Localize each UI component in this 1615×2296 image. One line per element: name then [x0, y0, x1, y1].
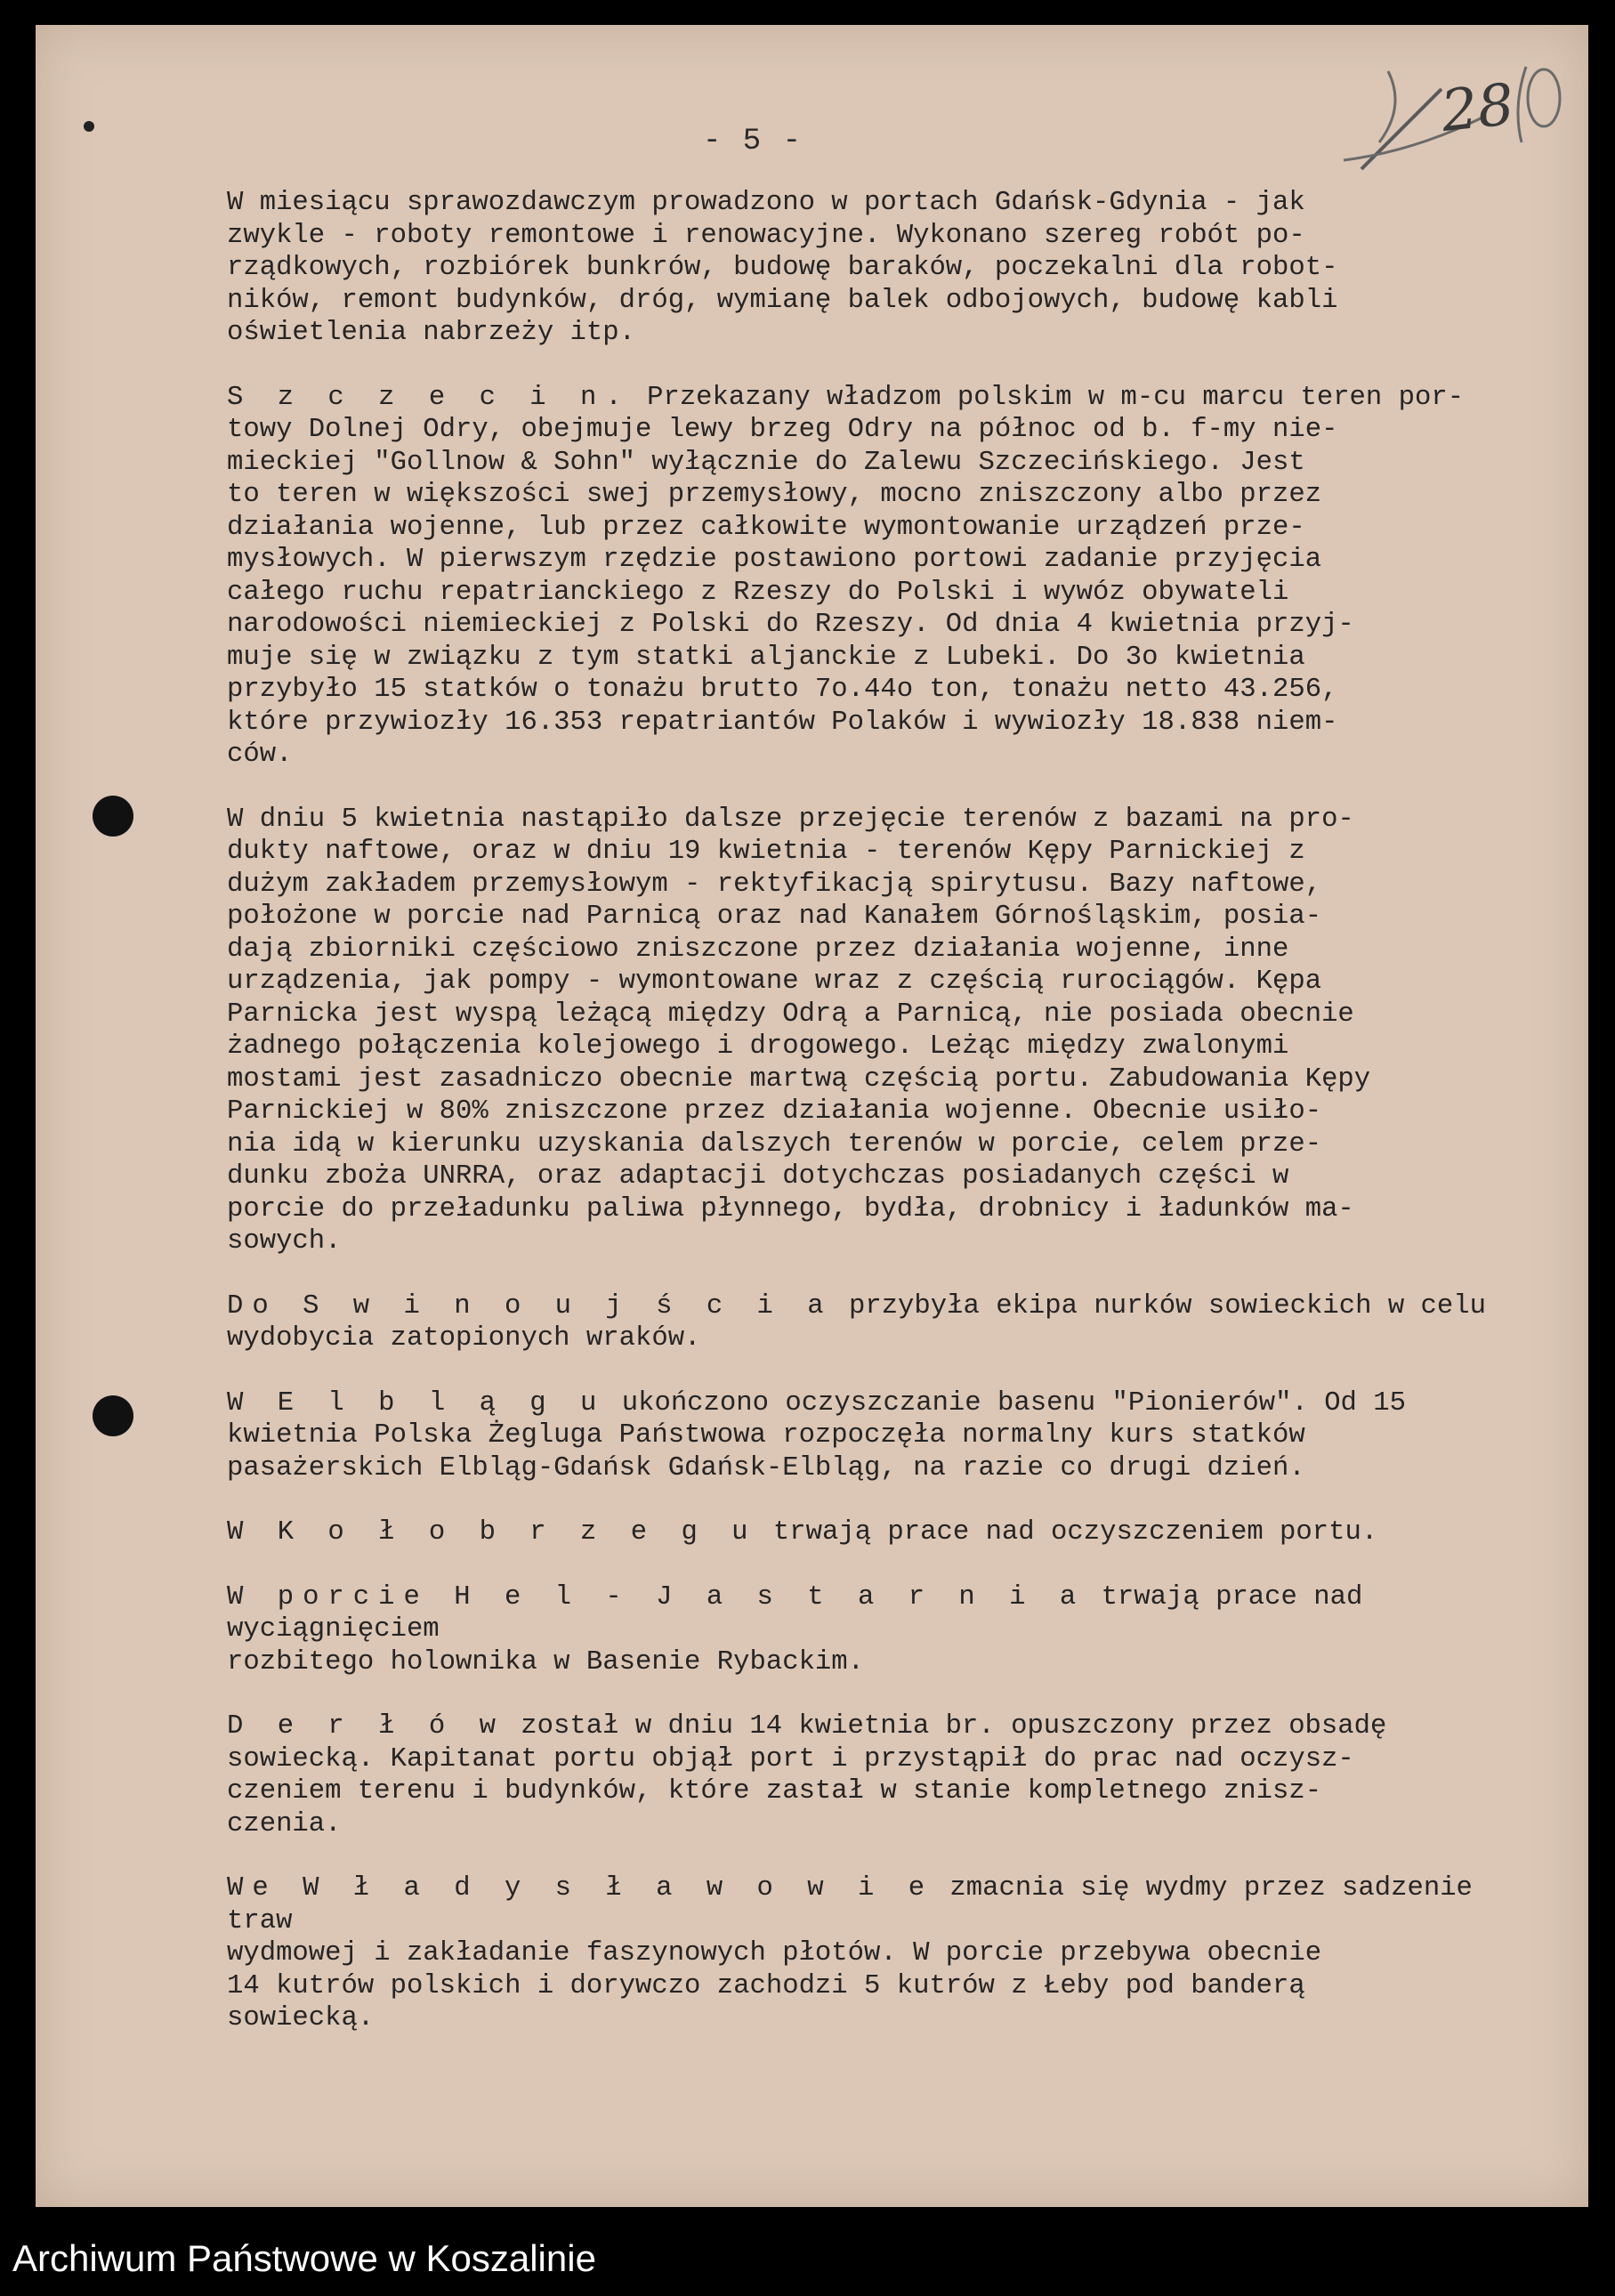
- paragraph: [227, 187, 1490, 350]
- paragraph-line: nia idą w kierunku uzyskania dalszych terenów w porcie, celem prze-: [227, 1128, 1322, 1160]
- paragraph-line: całego ruchu repatrianckiego z Rzeszy do Polski i wywóz obywateli: [227, 577, 1289, 608]
- paragraph-line: mysłowych. W pierwszym rzędzie postawiono portowi zadanie przyjęcia: [227, 545, 1322, 575]
- archive-mark: 28: [1438, 71, 1518, 146]
- paragraph: [227, 382, 1490, 772]
- paragraph-line: zmacnia się wydmy przez sadzenie traw: [227, 1873, 1490, 1936]
- paragraph-lead: W E l b l ą g u: [227, 1387, 606, 1419]
- page-number: - 5 -: [703, 125, 803, 158]
- paragraph-line: urządzenia, jak pompy - wymontowane wraz z częścią rurociągów. Kępa: [227, 966, 1322, 997]
- paragraph-line: położone w porcie nad Parnicą oraz nad Kanałem Górnośląskim, posia-: [227, 901, 1322, 932]
- paragraph-line: przybyła ekipa nurków sowieckich w celu: [832, 1290, 1486, 1322]
- paragraph: [227, 1581, 1490, 1679]
- paragraph-lead: S z c z e c i n.: [227, 382, 631, 413]
- paragraph-line: mostami jest zasadniczo obecnie martwą częścią portu. Zabudowania Kępy: [227, 1063, 1371, 1095]
- paragraph-line: dają zbiorniki częściowo zniszczone przez działania wojenne, inne: [227, 934, 1289, 965]
- paragraph-line: rozbitego holownika w Basenie Rybackim.: [227, 1646, 865, 1678]
- paragraph-line: narodowości niemieckiej z Polski do Rzeszy. Od dnia 4 kwietnia przyj-: [227, 610, 1354, 640]
- paragraph-lead: W porcie H e l - J a s t a r n i a: [227, 1581, 1086, 1613]
- paragraph-line: mieckiej "Gollnow & Sohn" wyłącznie do Zalewu Szczecińskiego. Jest: [227, 447, 1305, 478]
- paragraph-line: ników, remont budynków, dróg, wymianę balek odbojowych, budowę kabli: [227, 285, 1338, 316]
- paragraph-line: przybyło 15 statków o tonażu brutto 7o.44o ton, tonażu netto 43.256,: [227, 675, 1338, 705]
- paragraph-line: sowych.: [227, 1226, 342, 1257]
- footer-label: Archiwum Państwowe w Koszalinie: [12, 2237, 596, 2279]
- paragraph-line: pasażerskich Elbląg-Gdańsk Gdańsk-Elbląg, na razie co drugi dzień.: [227, 1452, 1305, 1484]
- punch-hole-bottom: [93, 1395, 133, 1436]
- paragraph-lead: W K o ł o b r z e g u: [227, 1517, 757, 1548]
- paragraph-lead: D e r ł ó w: [227, 1711, 505, 1742]
- paragraph-line: został w dniu 14 kwietnia br. opuszczony przez obsadę: [504, 1711, 1387, 1742]
- paragraph-line: muje się w związku z tym statki aljanckie z Lubeki. Do 3o kwietnia: [227, 642, 1305, 673]
- paragraph-line: kwietnia Polska Żegluga Państwowa rozpoczęła normalny kurs statków: [227, 1420, 1305, 1451]
- paragraph-line: dukty naftowe, oraz w dniu 19 kwietnia - terenów Kępy Parnickiej z: [227, 837, 1305, 867]
- paragraph-line: ukończono oczyszczanie basenu "Pionierów". Od 15: [605, 1387, 1406, 1419]
- paragraph-line: ców.: [227, 740, 293, 770]
- paragraph: [227, 804, 1490, 1258]
- punch-hole-top: [93, 796, 133, 837]
- paragraph-line: to teren w większości swej przemysłowy, mocno zniszczony albo przez: [227, 480, 1322, 510]
- paragraph-line: towy Dolnej Odry, obejmuje lewy brzeg Odry na północ od b. f-my nie-: [227, 415, 1338, 445]
- paragraph-line: porcie do przeładunku paliwa płynnego, bydła, drobnicy i ładunków ma-: [227, 1193, 1354, 1225]
- paragraph-line: rządkowych, rozbiórek bunkrów, budowę baraków, poczekalni dla robot-: [227, 253, 1338, 283]
- paragraph-line: działania wojenne, lub przez całkowite wymontowanie urządzeń prze-: [227, 512, 1305, 543]
- paragraph-line: Parnicka jest wyspą leżącą między Odrą a Parnicą, nie posiada obecnie: [227, 998, 1354, 1030]
- paragraph-line: W dniu 5 kwietnia nastąpiło dalsze przejęcie terenów z bazami na pro-: [227, 804, 1354, 835]
- paragraph: [227, 1290, 1490, 1355]
- paragraph-line: 14 kutrów polskich i dorywczo zachodzi 5 kutrów z Łeby pod banderą: [227, 1970, 1305, 2001]
- paragraph-line: sowiecką.: [227, 2003, 375, 2033]
- paragraph: [227, 1516, 1490, 1549]
- paragraph-line: Przekazany władzom polskim w m-cu marcu teren por-: [630, 382, 1465, 413]
- paragraph-line: Parnickiej w 80% zniszczone przez działania wojenne. Obecnie usiło-: [227, 1096, 1322, 1127]
- paragraph-line: wydmowej i zakładanie faszynowych płotów. W porcie przebywa obecnie: [227, 1938, 1322, 1969]
- paragraph-line: W miesiącu sprawozdawczym prowadzono w portach Gdańsk-Gdynia - jak: [227, 188, 1305, 218]
- paragraph: [227, 1872, 1490, 2035]
- paragraph-line: żadnego połączenia kolejowego i drogowego. Leżąc między zwalonymi: [227, 1031, 1289, 1062]
- paragraph-line: czenia.: [227, 1808, 342, 1839]
- punch-dot: [84, 121, 94, 132]
- paragraph-line: trwają prace nad oczyszczeniem portu.: [756, 1517, 1378, 1548]
- paragraph-line: oświetlenia nabrzeży itp.: [227, 318, 635, 348]
- paragraph-line: czeniem terenu i budynków, które zastał w stanie kompletnego znisz-: [227, 1776, 1322, 1807]
- footer-bar: [0, 2225, 1615, 2296]
- paragraph-lead: We W ł a d y s ł a w o w i e: [227, 1873, 934, 1904]
- paragraph-line: sowiecką. Kapitanat portu objął port i przystąpił do prac nad oczysz-: [227, 1743, 1354, 1775]
- document-body: [227, 187, 1490, 2067]
- paragraph-line: wydobycia zatopionych wraków.: [227, 1323, 701, 1354]
- paragraph-lead: Do S w i n o u j ś c i a: [227, 1290, 833, 1322]
- paragraph-line: które przywiozły 16.353 repatriantów Polaków i wywiozły 18.838 niem-: [227, 707, 1338, 738]
- paragraph-line: zwykle - roboty remontowe i renowacyjne. Wykonano szereg robót po-: [227, 220, 1305, 251]
- paragraph: [227, 1387, 1490, 1485]
- paragraph-line: trwają prace nad wyciągnięciem: [227, 1581, 1379, 1645]
- paragraph-line: dużym zakładem przemysłowym - rektyfikacją spirytusu. Bazy naftowe,: [227, 869, 1322, 900]
- paragraph-line: dunku zboża UNRRA, oraz adaptacji dotychczas posiadanych części w: [227, 1161, 1289, 1192]
- paragraph: [227, 1710, 1490, 1840]
